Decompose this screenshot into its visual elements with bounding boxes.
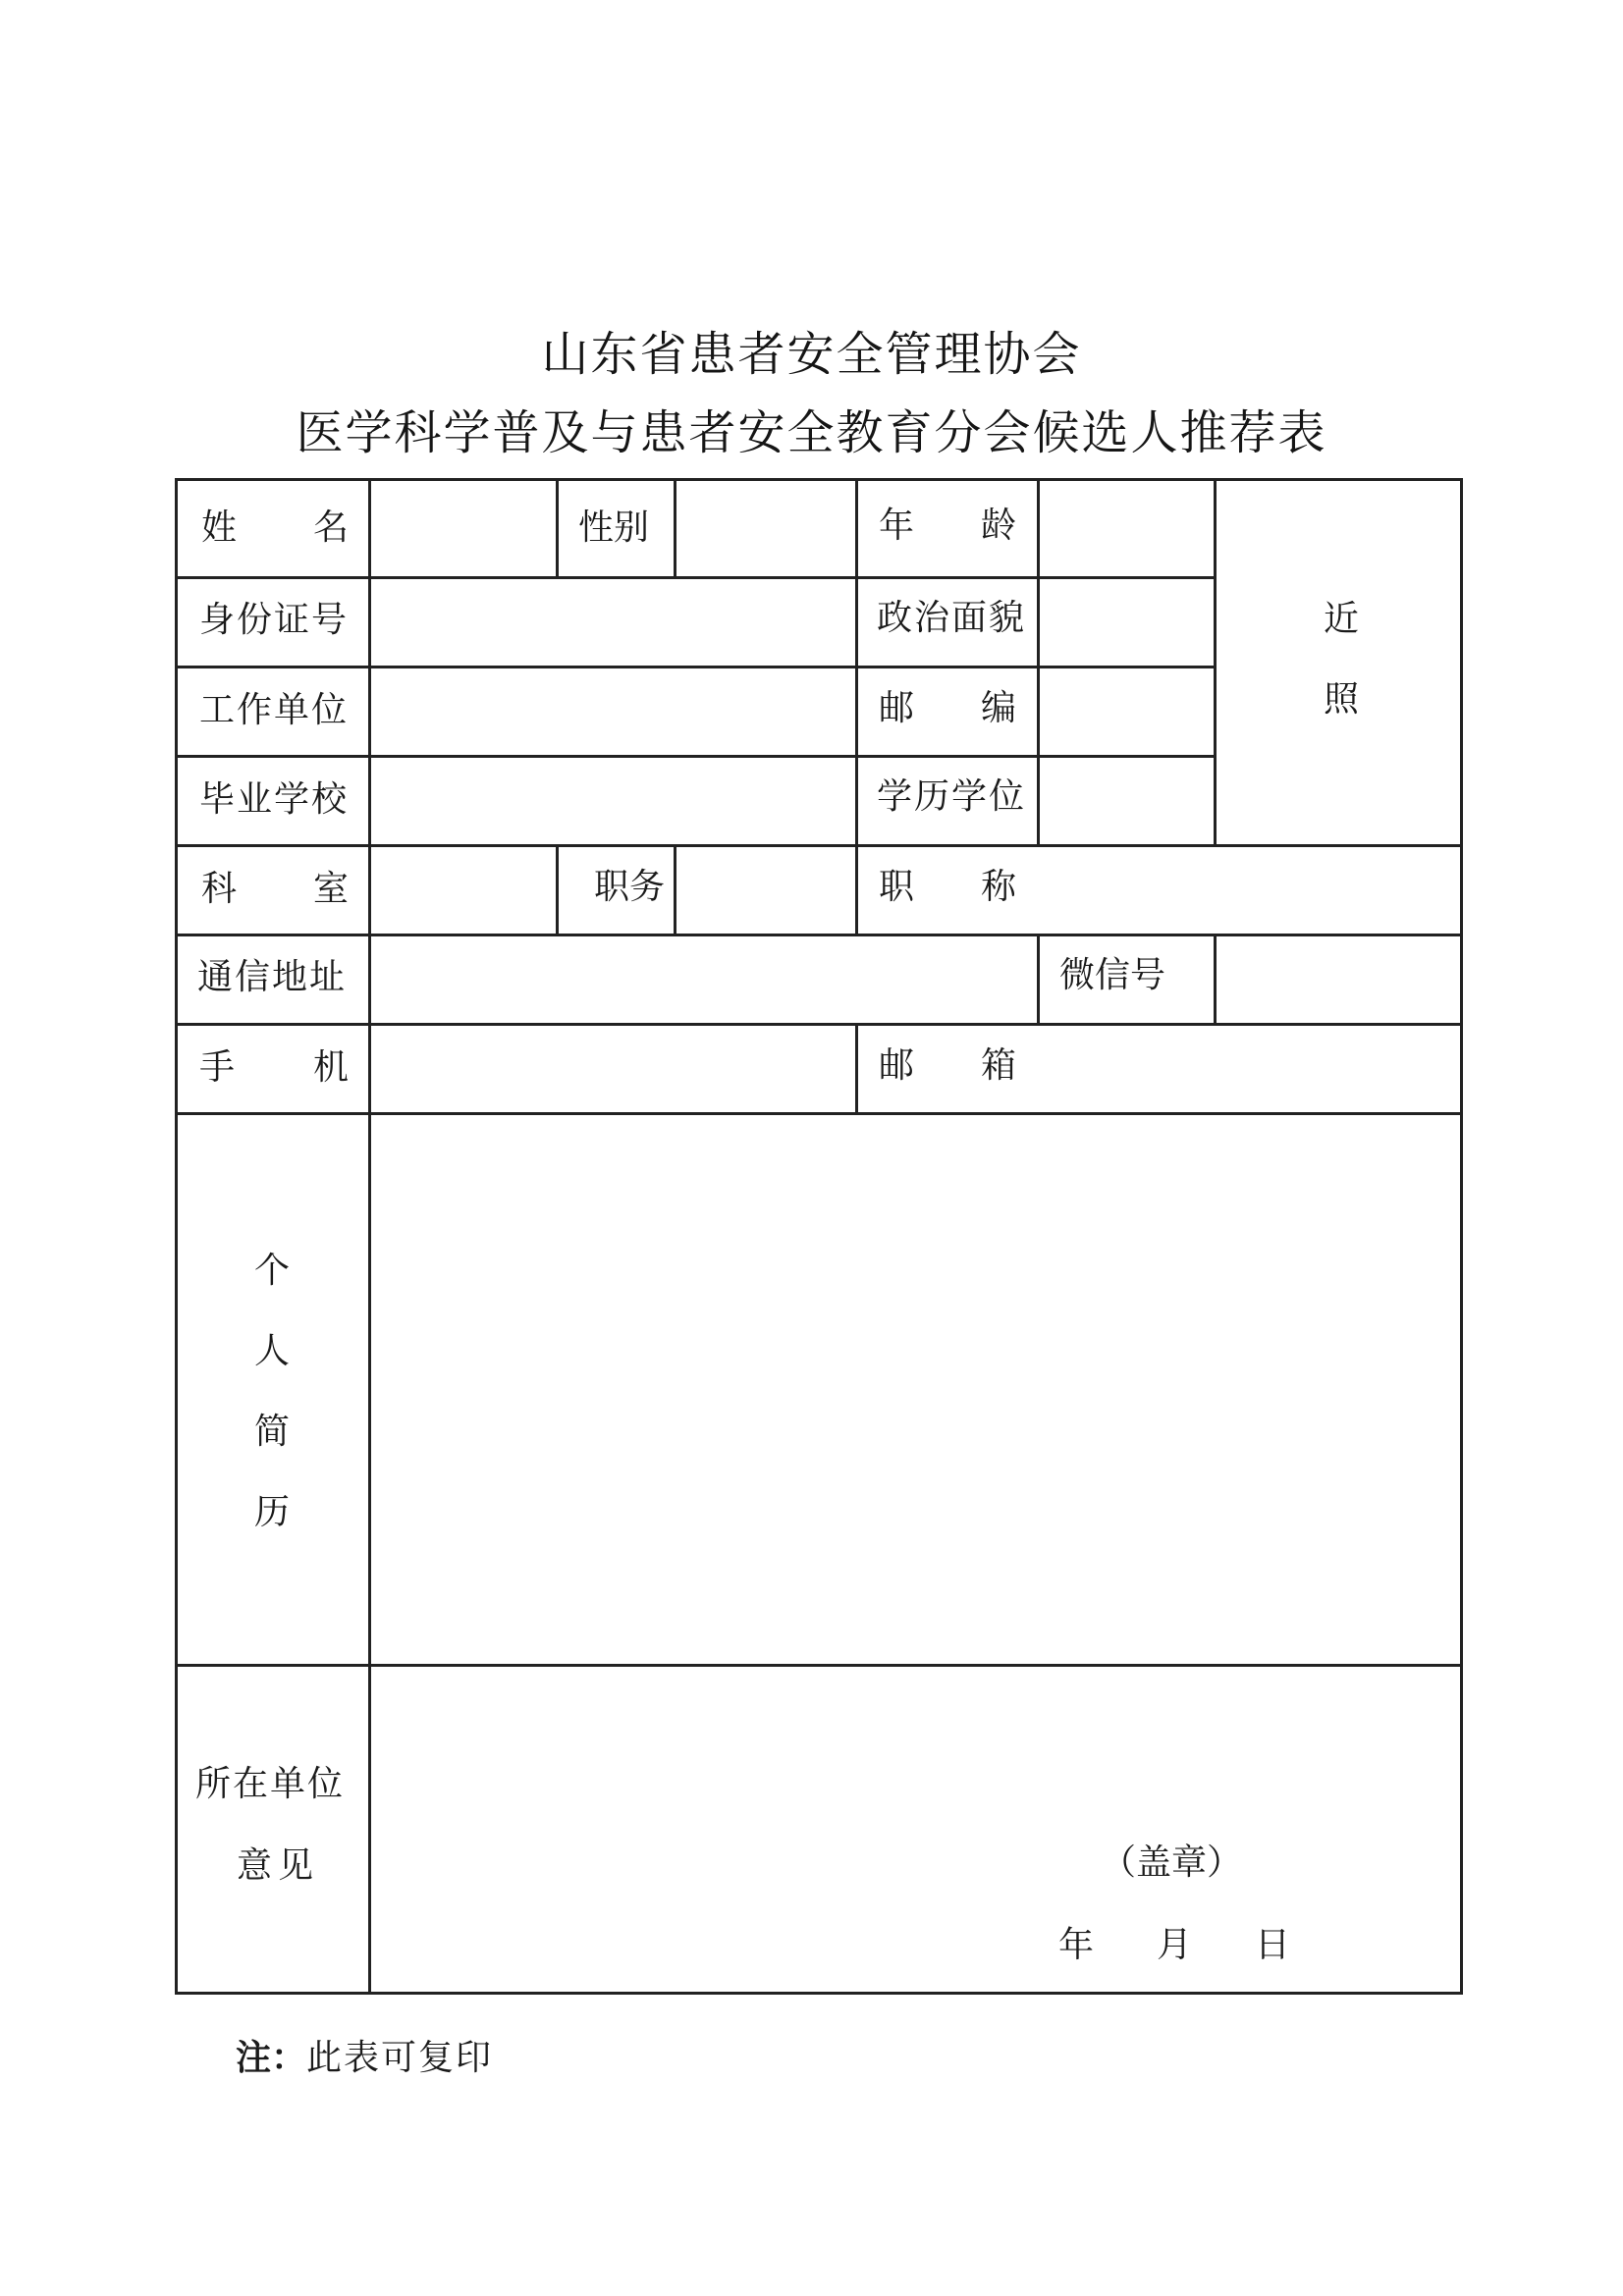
resume-label-char-3: 简 <box>253 1412 290 1452</box>
professional-title-label-char-2: 称 <box>980 867 1016 907</box>
col-line <box>674 481 676 576</box>
col-line <box>855 1023 858 1112</box>
email-label <box>879 1045 1016 1086</box>
id-number-label: 身份证号 <box>199 600 350 640</box>
degree-label: 学历学位 <box>877 776 1027 817</box>
professional-title-label-char-1: 职 <box>879 867 915 907</box>
email-label-char-2: 箱 <box>980 1045 1016 1086</box>
photo-label-char-2: 照 <box>1323 679 1359 720</box>
col-line <box>1037 934 1040 1023</box>
unit-opinion-label-line-2: 意见 <box>237 1845 320 1886</box>
wechat-label: 微信号 <box>1059 955 1166 995</box>
resume-label-char-4: 历 <box>253 1492 290 1532</box>
seal-label: （盖章） <box>1101 1842 1243 1883</box>
department-label <box>201 869 349 909</box>
work-unit-label: 工作单位 <box>199 690 350 730</box>
title-line-2: 医学科学普及与患者安全教育分会候选人推荐表 <box>296 405 1327 460</box>
date-month-label: 月 <box>1156 1925 1192 1965</box>
email-label-char-1: 邮 <box>879 1045 915 1086</box>
mobile-label-char-2: 机 <box>312 1047 349 1088</box>
row-line <box>178 755 1214 758</box>
date-day-label: 日 <box>1254 1925 1290 1965</box>
name-label-char-1: 姓 <box>201 507 238 548</box>
age-label-char-1: 年 <box>879 506 915 546</box>
col-line <box>556 481 559 576</box>
political-status-label: 政治面貌 <box>877 598 1027 638</box>
photo-column-line <box>1214 481 1217 844</box>
col-line <box>855 481 858 934</box>
row-line <box>178 576 1214 579</box>
row-line <box>178 666 1214 668</box>
position-label: 职务 <box>594 867 666 907</box>
footnote-prefix: 注： <box>236 2038 307 2078</box>
school-label: 毕业学校 <box>199 779 350 820</box>
department-label-char-1: 科 <box>201 869 238 909</box>
footnote <box>236 2030 493 2080</box>
gender-label: 性别 <box>578 507 650 548</box>
age-label <box>879 508 1016 544</box>
recommendation-form-table <box>175 478 1463 1995</box>
date-year-label: 年 <box>1058 1925 1095 1965</box>
department-label-char-2: 室 <box>312 869 349 909</box>
title-line-1: 山东省患者安全管理协会 <box>541 327 1082 382</box>
date-label <box>1058 1925 1290 1965</box>
professional-title-label <box>879 867 1016 907</box>
col-line <box>1037 481 1040 844</box>
resume-label <box>252 1251 292 1532</box>
name-label <box>201 507 349 548</box>
resume-label-char-1: 个 <box>253 1251 290 1291</box>
label-column-line <box>368 481 371 1992</box>
col-line <box>674 844 676 934</box>
unit-opinion-label-line-1: 所在单位 <box>195 1764 346 1804</box>
photo-label-char-1: 近 <box>1323 599 1359 639</box>
address-label: 通信地址 <box>197 957 348 997</box>
col-line <box>1214 934 1217 1023</box>
photo-label <box>1322 599 1361 720</box>
postcode-label-char-1: 邮 <box>879 688 915 728</box>
mobile-label-char-1: 手 <box>199 1047 236 1088</box>
age-label-char-2: 龄 <box>980 506 1016 546</box>
col-line <box>556 844 559 934</box>
mobile-label <box>199 1047 349 1088</box>
resume-label-char-2: 人 <box>253 1331 290 1371</box>
postcode-label <box>879 688 1016 728</box>
name-label-char-2: 名 <box>312 507 349 548</box>
postcode-label-char-2: 编 <box>980 688 1016 728</box>
footnote-text: 此表可复印 <box>306 2038 494 2078</box>
